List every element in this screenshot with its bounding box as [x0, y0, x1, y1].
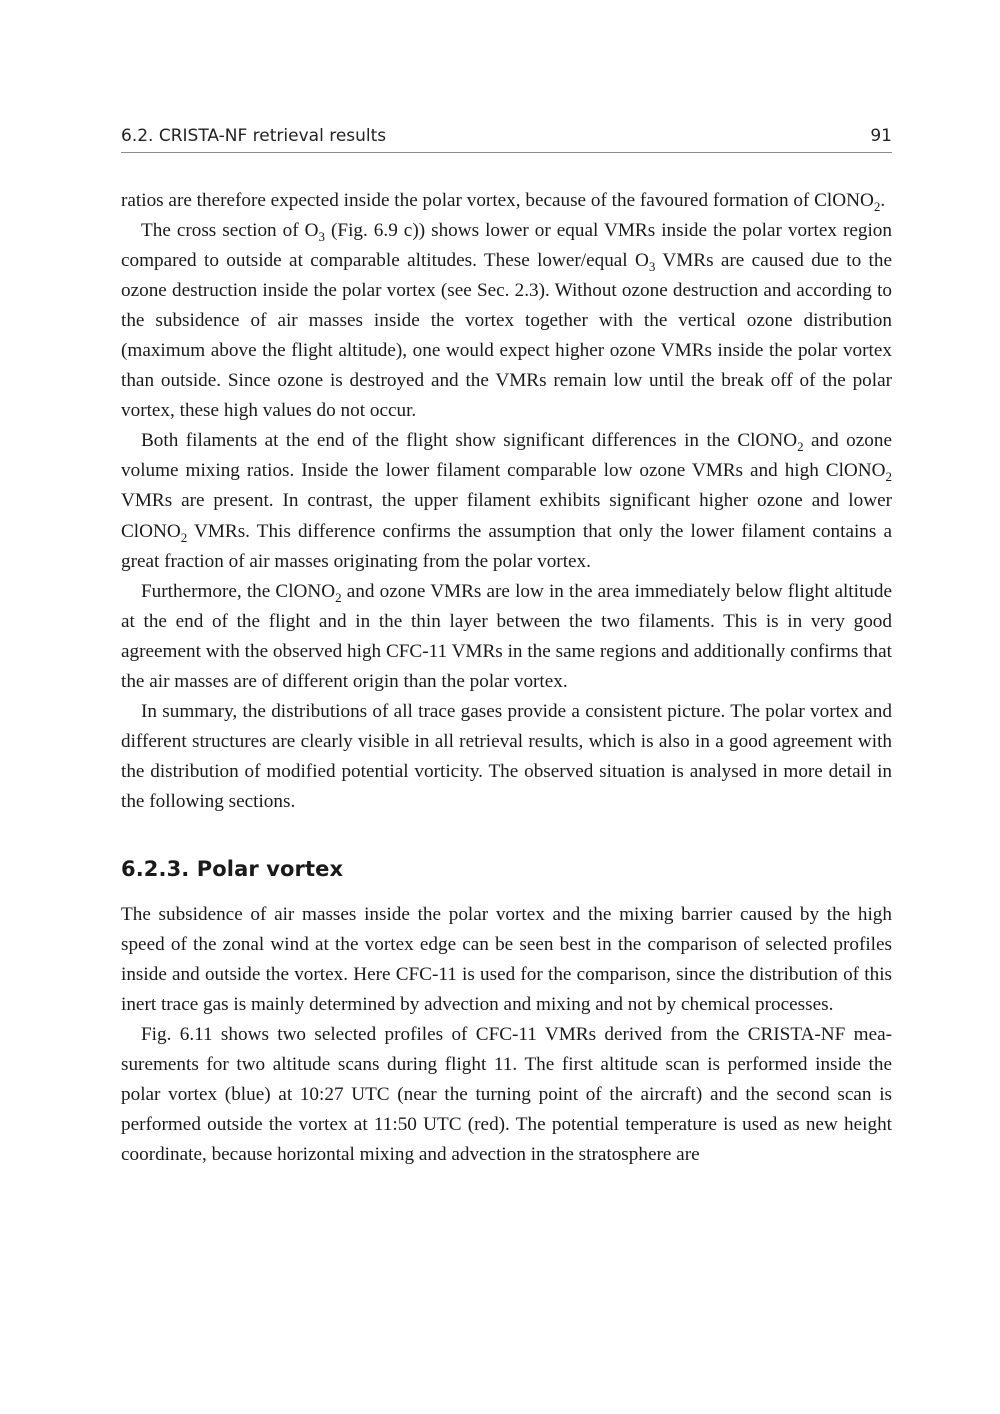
- subscript: 2: [180, 529, 188, 545]
- paragraph-figure-description: Fig. 6.11 shows two selected profiles of CFC-11 VMRs derived from the CRISTA-NF measurements for two altitude scans during flight 11. The first altitude scan is performed inside the polar vortex (blue) at 10:27 UTC (near the turning point of the aircraft) and the second scan is performed outside the vortex at 11:50 UTC (red). The potential temperature is used as new height coordinate, because horizontal mixing and advection in the stratosphere are: [121, 1024, 892, 1166]
- text-run: VMRs. This difference confirms the assumption that only the lower filament contains a great fraction of air masses originating from the polar vortex.: [121, 520, 892, 572]
- text-run: The cross section of O: [141, 220, 319, 242]
- text-run: VMRs are present. In contrast, the upper filament exhibits significant higher ozone and lower ClONO: [121, 490, 892, 542]
- text-run: Both filaments at the end of the flight show significant differences in the ClONO: [141, 430, 798, 452]
- text-run: VMRs are caused due to the ozone destruction inside the polar vortex (see Sec. 2.3). Without ozone destruction and according to the subsidence of air masses inside the vortex together with the vertical ozone distribution (maximum above the flight altitude), one would expect higher ozone VMRs inside the polar vortex than outside. Since ozone is destroyed and the VMRs remain low until the break off of the polar vortex, these high values do not occur.: [121, 250, 892, 422]
- page-body: [121, 186, 892, 1170]
- subscript: 2: [797, 439, 804, 455]
- subscript: 3: [318, 229, 325, 245]
- header-section-title: 6.2. CRISTA-NF retrieval results: [121, 126, 387, 146]
- paragraph-polar-vortex-intro: The subsidence of air masses inside the polar vortex and the mixing barrier caused by the high speed of the zonal wind at the vortex edge can be seen best in the comparison of selected profiles inside and outside the vortex. Here CFC-11 is used for the comparison, since the distribution of this inert trace gas is mainly determined by advection and mixing and not by chemical processes.: [121, 903, 892, 1016]
- subscript: 2: [873, 199, 881, 214]
- paragraph-filaments: [121, 426, 892, 576]
- subscript: 3: [648, 259, 656, 275]
- subscript: 2: [885, 469, 892, 485]
- text-run: ratios are therefore expected inside the polar vortex, because of the favoured formation of ClONO: [121, 190, 874, 211]
- text-run: and ozone VMRs are low in the area immediately below flight altitude at the end of the flight and in the thin layer between the two filaments. This is in very good agreement with the observed high CFC-11 VMRs in the same regions and additionally confirms that the air masses are of different origin than the polar vortex.: [121, 580, 892, 692]
- subscript: 2: [335, 589, 342, 605]
- text-run: and ozone volume mixing ratios. Inside the lower filament comparable low ozone VMRs and high ClONO: [121, 430, 892, 482]
- section-heading: 6.2.3. Polar vortex: [121, 856, 344, 881]
- running-header: [121, 124, 892, 153]
- paragraph-furthermore: [121, 577, 892, 697]
- text-run: Furthermore, the ClONO: [141, 580, 336, 602]
- text-run: (Fig. 6.9 c)) shows lower or equal VMRs inside the polar vortex region compared to outside at comparable altitudes. These lower/equal O: [121, 220, 892, 272]
- text-run: .: [880, 190, 886, 211]
- page-number: 91: [870, 126, 892, 146]
- paragraph-continuation: [121, 186, 892, 216]
- paragraph-summary: In summary, the distributions of all trace gases provide a consistent picture. The polar vortex and different structures are clearly visible in all retrieval results, which is also in a good agreement with the distribution of modified potential vorticity. The observed situation is analysed in more detail in the following sections.: [121, 700, 892, 812]
- paragraph-ozone-cross-section: [121, 216, 892, 426]
